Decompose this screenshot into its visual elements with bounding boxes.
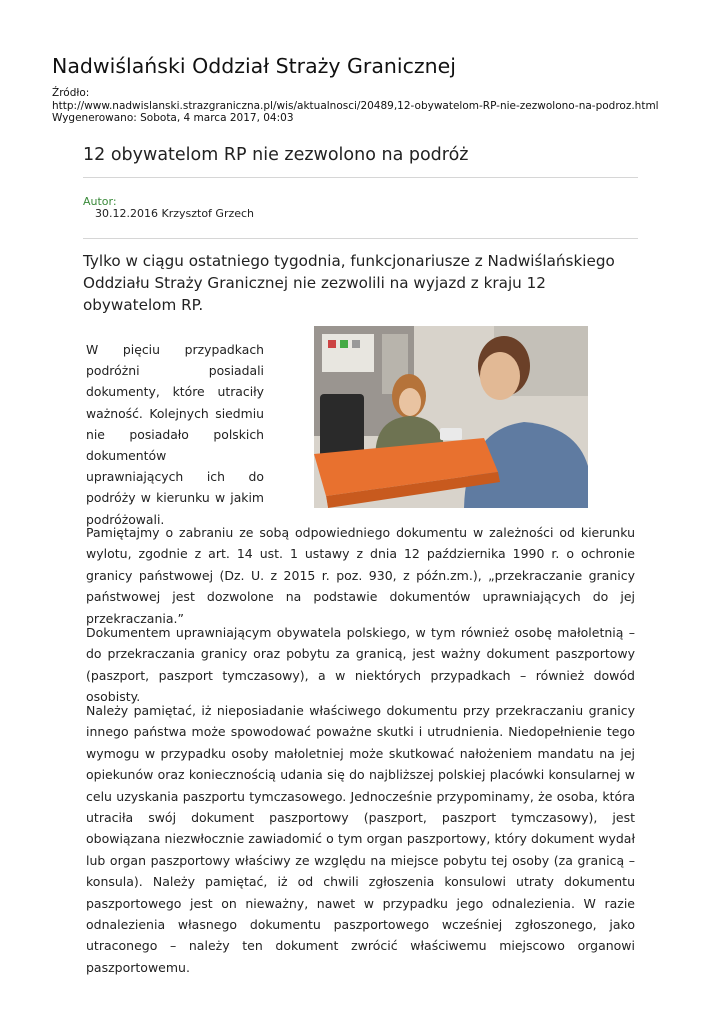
- generated-date: Wygenerowano: Sobota, 4 marca 2017, 04:03: [52, 112, 294, 124]
- author-label: Autor:: [83, 195, 117, 208]
- body-paragraph-3: Należy pamiętać, iż nieposiadanie właściwego dokumentu przy przekraczaniu granicy innego państwa może spowodować poważne skutki i utrudnienia. Niedopełnienie tego wymogu w przypadku osoby małoletniej może skutkować nałożeniem mandatu na jej opiekunów oraz koniecznością udania się do najbliższej polskiej placówki konsularnej w celu uzyskania paszportu tymczasowego. Jednocześnie przypominamy, że osoba, która utraciła swój dokument paszportowy (paszport, paszport tymczasowy), jest obowiązana niezwłocznie zawiadomić o tym organ paszportowy, który dokument wydał lub organ paszportowy właściwy ze względu na miejsce pobytu tej osoby (za granicą – konsula). Należy pamiętać, iż od chwili zgłoszenia konsulowi utraty dokumentu paszportowego jest on nieważny, nawet w przypadku jego odnalezienia. W razie odnalezienia własnego dokumentu paszportowego wcześniej zgłoszonego, jako utraconego – należy ten dokument zwrócić właściwemu miejscowo organowi paszportowemu.: [86, 703, 635, 975]
- source-label: Źródło:: [52, 87, 90, 99]
- intro-paragraph: W pięciu przypadkach podróżni posiadali dokumenty, które utraciły ważność. Kolejnych siedmiu nie posiadało polskich dokumentów uprawniających ich do podróży w kierunku w jakim podróżowali.: [86, 342, 264, 527]
- author-divider: [83, 238, 638, 239]
- site-title: Nadwiślański Oddział Straży Granicznej: [52, 54, 456, 78]
- article-title: 12 obywatelom RP nie zezwolono na podróż: [83, 145, 469, 165]
- source-meta: [52, 87, 677, 125]
- source-url[interactable]: http://www.nadwislanski.strazgraniczna.pl/wis/aktualnosci/20489,12-obywatelom-RP-nie-zezwolono-na-podroz.html: [52, 99, 659, 112]
- title-divider: [83, 177, 638, 178]
- article-photo: [314, 326, 588, 508]
- article-lead: Tylko w ciągu ostatniego tygodnia, funkcjonariusze z Nadwiślańskiego Oddziału Straży Granicznej nie zezwolili na wyjazd z kraju 12 obywatelom RP.: [83, 252, 615, 314]
- body-paragraph-2: Dokumentem uprawniającym obywatela polskiego, w tym również osobę małoletnią – do przekraczania granicy oraz pobytu za granicą, jest ważny dokument paszportowy (paszport, paszport tymczasowy), a w niektórych przypadkach – również dowód osobisty.: [86, 625, 635, 705]
- body-paragraph-1: Pamiętajmy o zabraniu ze sobą odpowiedniego dokumentu w zależności od kierunku wylotu, zgodnie z art. 14 ust. 1 ustawy z dnia 12 października 1990 r. o ochronie granicy państwowej (Dz. U. z 2015 r. poz. 930, z późn.zm.), „przekraczanie granicy państwowej jest dozwolone na podstawie dokumentów uprawniających do jej przekraczania.”: [86, 525, 635, 626]
- author-date-name: 30.12.2016 Krzysztof Grzech: [95, 207, 255, 220]
